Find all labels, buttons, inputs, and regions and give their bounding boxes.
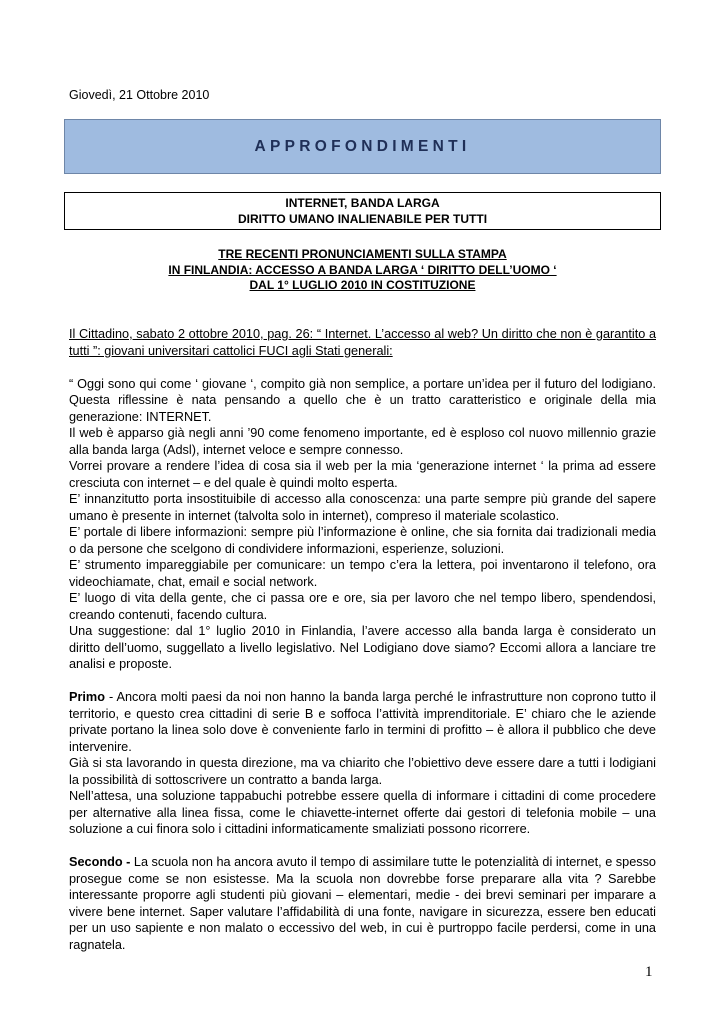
secondo-label: Secondo - xyxy=(69,855,131,869)
primo-label: Primo xyxy=(69,690,105,704)
secondo-text: La scuola non ha ancora avuto il tempo di assimilare tutte le potenzialità di internet, e spesso prosegue come se non esistesse. Ma la scuola non dovrebbe forse preparare alla vita ? Sarebbe interessante proporre agli studenti più giovani – elementari, medie - dei brevi seminari per imparare a vivere bene internet. Saper valutare l’affidabilità di una fonte, navigare in sicurezza, essere ben educati per un uso sapiente e non malato o eccessivo del web, in cui è purtroppo facile perdersi, come in una ragnatela. xyxy=(69,855,656,952)
paragraph: E’ luogo di vita della gente, che ci passa ore e ore, sia per lavoro che nel tempo libero, spendendosi, creando contenuti, facendo cultura. xyxy=(69,591,656,622)
subheading-line-1: TRE RECENTI PRONUNCIAMENTI SULLA STAMPA xyxy=(218,247,507,261)
paragraph: Una suggestione: dal 1° luglio 2010 in Finlandia, l’avere accesso alla banda larga è considerato un diritto dell’uomo, suggellato a livello legislativo. Nel Lodigiano dove siamo? Eccomi allora a lanciare tre analisi e proposte. xyxy=(69,624,656,671)
title-line-1: INTERNET, BANDA LARGA xyxy=(285,196,440,210)
subheading-line-2: IN FINLANDIA: ACCESSO A BANDA LARGA ‘ DIRITTO DELL’UOMO ‘ xyxy=(168,262,557,277)
secondo-paragraph xyxy=(69,854,656,953)
title-box xyxy=(64,192,661,230)
title-line-2: DIRITTO UMANO INALIENABILE PER TUTTI xyxy=(237,212,488,226)
section-banner xyxy=(64,119,661,174)
paragraph: Il web è apparso già negli anni ’90 come fenomeno importante, ed è esploso col nuovo millennio grazie alla banda larga (Adsl), internet veloce e sempre connesso. xyxy=(69,426,656,457)
paragraph: “ Oggi sono qui come ‘ giovane ‘, compito già non semplice, a portare un’idea per il futuro del lodigiano. Questa riflessine è nata pensando a quello che è un tratto caratteristico e originale della mia generazione: INTERNET. xyxy=(69,376,656,424)
source-citation: Il Cittadino, sabato 2 ottobre 2010, pag. 26: “ Internet. L’accesso al web? Un diritto che non è garantito a tutti ”: giovani universitari cattolici FUCI agli Stati generali: xyxy=(69,327,656,358)
subheading-line-3: DAL 1° LUGLIO 2010 IN COSTITUZIONE xyxy=(249,278,476,292)
primo-paragraph xyxy=(69,689,656,755)
paragraph: E’ portale di libere informazioni: sempre più l’informazione è online, che sia fornita dai tradizionali media o da persone che scelgono di condividere informazioni, esperienze, soluzioni. xyxy=(69,525,656,556)
paragraph: E’ strumento impareggiabile per comunicare: un tempo c’era la lettera, poi inventarono il telefono, ora videochiamate, chat, email e social network. xyxy=(69,558,656,589)
banner-title: APPROFONDIMENTI xyxy=(254,137,471,155)
paragraph: Nell’attesa, una soluzione tappabuchi potrebbe essere quella di informare i cittadini di come procedere per alternative alla linea fissa, come le chiavette-internet offerte dai gestori di telefonia mobile – una soluzione a cui finora solo i cittadini informaticamente smaliziati possono ricorrere. xyxy=(69,789,656,836)
paragraph: E’ innanzitutto porta insostituibile di accesso alla conoscenza: una parte sempre più grande del sapere umano è presente in internet (talvolta solo in internet), compreso il materiale scolastico. xyxy=(69,492,656,523)
article-body xyxy=(69,326,656,953)
page-number: 1 xyxy=(645,964,653,980)
paragraph: Già si sta lavorando in questa direzione, ma va chiarito che l’obiettivo deve essere dare a tutti i lodigiani la possibilità di sottoscrivere un contratto a banda larga. xyxy=(69,756,656,787)
paragraph: Vorrei provare a rendere l’idea di cosa sia il web per la mia ‘generazione internet ‘ la prima ad essere cresciuta con internet – e del quale è quindi molto esperta. xyxy=(69,459,656,490)
document-date: Giovedì, 21 Ottobre 2010 xyxy=(69,88,210,102)
primo-text: - Ancora molti paesi da noi non hanno la banda larga perché le infrastrutture non coprono tutto il territorio, e questo crea cittadini di serie B e soffoca l’attività imprenditoriale. E’ chiaro che le aziende private portano la linea solo dove è conveniente farlo in termini di profitto – è allora il pubblico che deve intervenire. xyxy=(69,690,656,754)
subheading xyxy=(69,247,656,294)
